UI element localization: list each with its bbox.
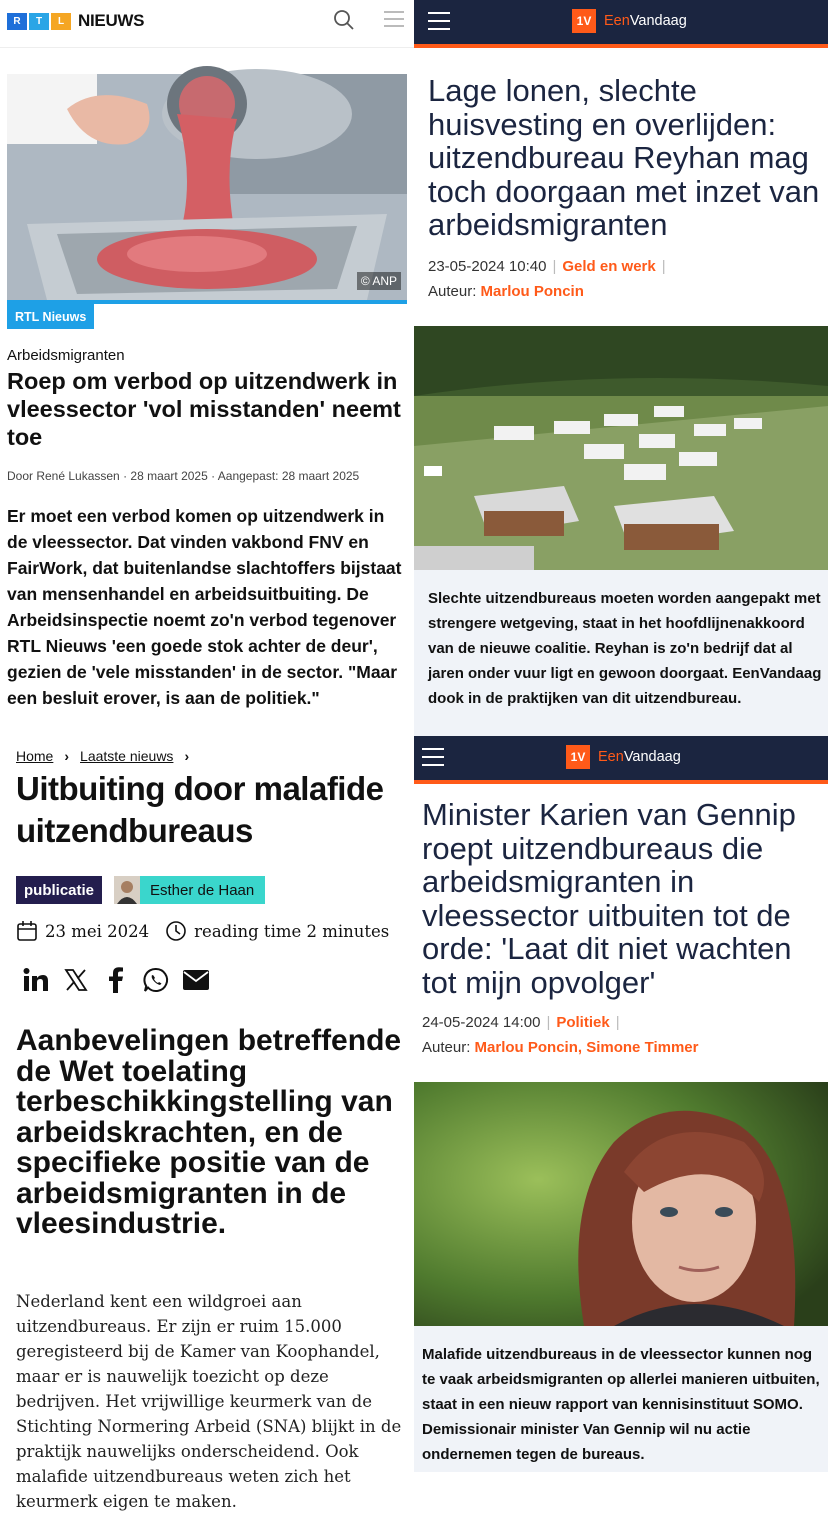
ev-brand <box>598 749 681 765</box>
author-link[interactable]: Marlou Poncin, Simone Timmer <box>474 1039 699 1056</box>
article-title: Minister Karien van Gennip roept uitzendbureaus die arbeidsmigranten in vleessector uitbuiten tot de orde: 'Laat dit niet wachten tot mijn opvolger' <box>422 797 796 1000</box>
source-badge: RTL Nieuws <box>7 304 94 329</box>
eenvandaag-logo[interactable] <box>566 745 681 769</box>
email-icon[interactable] <box>182 966 210 994</box>
article-date: 23-05-2024 10:40 <box>428 258 547 275</box>
breadcrumb-news[interactable]: Laatste nieuws <box>80 748 174 764</box>
eenvandaag-logo[interactable] <box>572 9 687 33</box>
article-date: 24-05-2024 14:00 <box>422 1014 541 1031</box>
ev-brand-een: Een <box>598 749 624 765</box>
photo-credit: © ANP <box>357 272 401 290</box>
rtl-logo-t: T <box>29 13 49 30</box>
facebook-icon[interactable] <box>102 966 130 994</box>
rtl-logo[interactable] <box>7 11 144 31</box>
author-name: Esther de Haan <box>150 881 255 899</box>
search-icon[interactable] <box>333 9 355 31</box>
reading-time: reading time 2 minutes <box>194 921 390 941</box>
eenvandaag-article-panel-1 <box>414 0 828 736</box>
hamburger-menu-icon[interactable] <box>384 11 404 29</box>
rtl-header <box>0 0 414 40</box>
hamburger-menu-icon[interactable] <box>428 12 450 30</box>
whatsapp-icon[interactable] <box>142 966 170 994</box>
article-meta: 23-05-2024 10:40 | Geld en werk | <box>428 258 666 275</box>
ev-logo-badge: 1V <box>566 745 590 769</box>
article-body: Nederland kent een wildgroei aan uitzendbureaus. Er zijn er ruim 15.000 geregisteerd bij de Kamer van Koophandel, maar er is nauwelijk toezicht op deze bedrijven. Het vrijwillige keurmerk van de Stichting Normering Arbeid (SNA) blijkt in de praktijk nauwelijks onderscheidend. Ook malafide uitzendbureaus weten zich het keurmerk eigen te maken. <box>16 1292 402 1511</box>
article-lead: Malafide uitzendbureaus in de vleessector kunnen nog te vaak arbeidsmigranten op allerlei manieren uitbuiten, staat in een nieuw rapport van kennisinstituut SOMO. Demissionair minister Van Gennip wil nu actie ondernemen tegen de bureaus. <box>422 1346 820 1463</box>
section-heading: Aanbevelingen betreffende de Wet toelating terbeschikkingstelling van arbeidskrachten, en de specifieke positie van de arbeidsmigranten in de vleesindustrie. <box>16 1024 402 1240</box>
camp-aerial-photo <box>414 326 828 570</box>
page-title: Uitbuiting door malafide uitzendbureaus <box>16 770 384 849</box>
publication-tag[interactable]: publicatie <box>16 876 102 904</box>
chevron-right-icon: › <box>64 748 70 764</box>
ev-header-accent <box>414 44 828 48</box>
author-badge[interactable] <box>114 876 265 904</box>
linkedin-icon[interactable] <box>22 966 50 994</box>
share-bar <box>22 966 222 994</box>
clock-icon <box>165 920 187 942</box>
ev-brand-een: Een <box>604 13 630 29</box>
publish-date: 23 mei 2024 <box>45 921 150 941</box>
ev-header-accent <box>414 780 828 784</box>
article-author <box>428 283 584 300</box>
article-lead: Er moet een verbod komen op uitzendwerk in de vleessector. Dat vinden vakbond FNV en FairWork, dat buitenlandse slachtoffers bijstaat van mensenhandel en arbeidsuitbuiting. De Arbeidsinspectie noemt zo'n verbod tegenover RTL Nieuws 'een goede stok achter de deur', gezien de 'vele misstanden' in de sector. "Maar een besluit erover, is aan de politiek." <box>7 506 402 708</box>
x-icon[interactable] <box>62 966 90 994</box>
article-meta: 24-05-2024 14:00 | Politiek | <box>422 1014 620 1031</box>
article-meta <box>16 920 389 942</box>
avatar <box>114 876 140 904</box>
calendar-icon <box>16 920 38 942</box>
author-label: Auteur: <box>422 1039 471 1056</box>
article-title: Roep om verbod op uitzendwerk in vleessector 'vol misstanden' neemt toe <box>7 368 401 450</box>
meat-grinder-photo <box>7 74 407 300</box>
article-category-link[interactable]: Geld en werk <box>562 258 656 275</box>
article-category[interactable]: Arbeidsmigranten <box>7 347 125 364</box>
eenvandaag-article-panel-2 <box>414 736 828 1472</box>
breadcrumb-home[interactable]: Home <box>16 748 54 764</box>
ev-logo-badge: 1V <box>572 9 596 33</box>
breadcrumb <box>16 748 200 764</box>
ev-header <box>414 736 828 780</box>
article-byline: Door René Lukassen · 28 maart 2025 · Aangepast: 28 maart 2025 <box>7 469 360 483</box>
header-divider <box>0 47 414 48</box>
minister-portrait-photo <box>414 1082 828 1326</box>
ev-header <box>414 0 828 44</box>
rtl-article-panel <box>0 0 414 736</box>
author-label: Auteur: <box>428 283 477 300</box>
fnv-article-panel <box>0 736 414 1511</box>
ev-brand-rest: Vandaag <box>629 13 687 29</box>
author-link[interactable]: Marlou Poncin <box>480 283 584 300</box>
rtl-brand-text: NIEUWS <box>78 11 145 30</box>
rtl-logo-l: L <box>51 13 71 30</box>
chevron-right-icon: › <box>184 748 190 764</box>
ev-brand <box>604 13 687 29</box>
hamburger-menu-icon[interactable] <box>422 748 444 766</box>
article-author <box>422 1039 698 1056</box>
rtl-logo-r: R <box>7 13 27 30</box>
article-lead: Slechte uitzendbureaus moeten worden aangepakt met strengere wetgeving, staat in het hoofdlijnenakkoord van de nieuwe coalitie. Reyhan is zo'n bedrijf dat al jaren onder vuur ligt en gewoon doorgaat. EenVandaag dook in de praktijken van dit uitzendbureau. <box>428 590 822 707</box>
article-category-link[interactable]: Politiek <box>556 1014 610 1031</box>
ev-brand-rest: Vandaag <box>623 749 681 765</box>
article-title: Lage lonen, slechte huisvesting en overlijden: uitzendbureau Reyhan mag toch doorgaan met inzet van arbeidsmigranten <box>428 73 820 243</box>
